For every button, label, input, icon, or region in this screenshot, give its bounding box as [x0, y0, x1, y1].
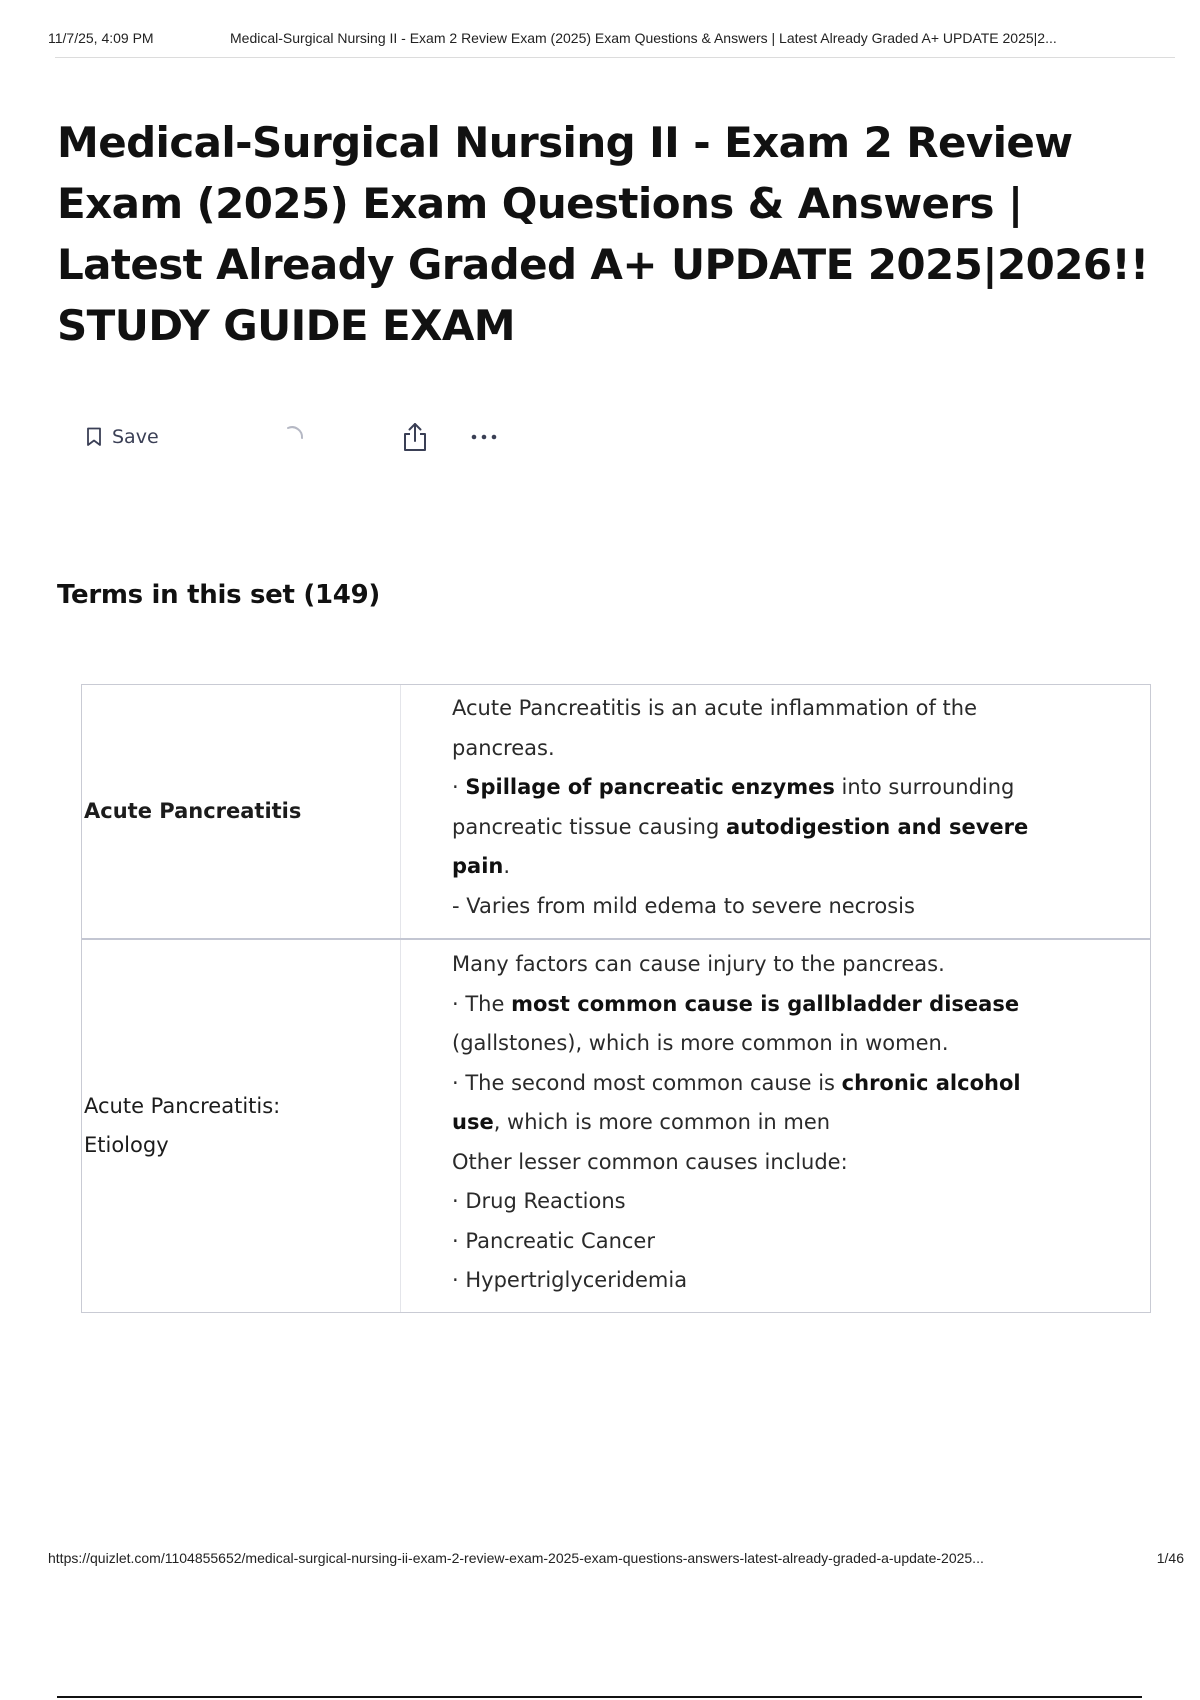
definition-cell — [401, 940, 1150, 1312]
definition-line: use, which is more common in men — [452, 1110, 831, 1134]
table-row — [82, 685, 1150, 940]
terms-table — [81, 684, 1151, 1313]
print-date: 11/7/25, 4:09 PM — [48, 30, 154, 46]
print-header — [48, 30, 1178, 52]
definition-line: pancreatic tissue causing autodigestion and severe — [452, 814, 1029, 839]
terms-section-title: Terms in this set (149) — [57, 580, 380, 610]
term-cell — [82, 685, 401, 938]
table-row — [82, 940, 1150, 1312]
page-number: 1/46 — [1156, 1550, 1184, 1566]
print-doc-title: Medical-Surgical Nursing II - Exam 2 Review Exam (2025) Exam Questions & Answers | Latest Already Graded A+ UPDATE 2025|2... — [230, 30, 1057, 46]
bookmark-icon — [86, 427, 102, 447]
definition-line: pain. — [452, 854, 511, 878]
term-text: Etiology — [84, 1133, 169, 1157]
page-url: https://quizlet.com/1104855652/medical-surgical-nursing-ii-exam-2-review-exam-2025-exam-questions-answers-latest-already-graded-a-update-2025... — [48, 1550, 984, 1566]
definition-line: · Pancreatic Cancer — [452, 1228, 655, 1253]
save-button-label: Save — [112, 426, 159, 448]
definition-line: · The most common cause is gallbladder disease — [452, 991, 1020, 1016]
print-footer — [48, 1550, 1184, 1572]
term-text: Acute Pancreatitis — [84, 799, 302, 823]
save-button[interactable] — [86, 420, 159, 454]
page-title: Medical-Surgical Nursing II - Exam 2 Review Exam (2025) Exam Questions & Answers | Latest Already Graded A+ UPDATE 2025|2026!! STUDY GUIDE EXAM — [57, 118, 1149, 350]
definition-cell — [401, 685, 1150, 938]
term-text: Acute Pancreatitis: — [84, 1094, 281, 1118]
header-divider — [55, 57, 1175, 58]
definition-line: Other lesser common causes include: — [452, 1149, 848, 1174]
term-cell — [82, 940, 401, 1312]
more-horizontal-icon[interactable] — [464, 420, 504, 454]
definition-line: pancreas. — [452, 735, 555, 760]
definition-line: Acute Pancreatitis is an acute inflammation of the — [452, 696, 977, 720]
definition-line: · Hypertriglyceridemia — [452, 1268, 688, 1292]
action-bar — [86, 420, 606, 454]
definition-line: (gallstones), which is more common in women. — [452, 1031, 949, 1055]
definition-line: · Spillage of pancreatic enzymes into surrounding — [452, 775, 1015, 799]
definition-line: Many factors can cause injury to the pancreas. — [452, 952, 945, 976]
share-icon[interactable] — [398, 420, 432, 454]
definition-line: · Drug Reactions — [452, 1189, 626, 1213]
definition-line: - Varies from mild edema to severe necrosis — [452, 893, 915, 918]
definition-line: · The second most common cause is chronic alcohol — [452, 1070, 1021, 1095]
bottom-divider — [57, 1696, 1142, 1698]
spinner-icon — [278, 420, 312, 454]
